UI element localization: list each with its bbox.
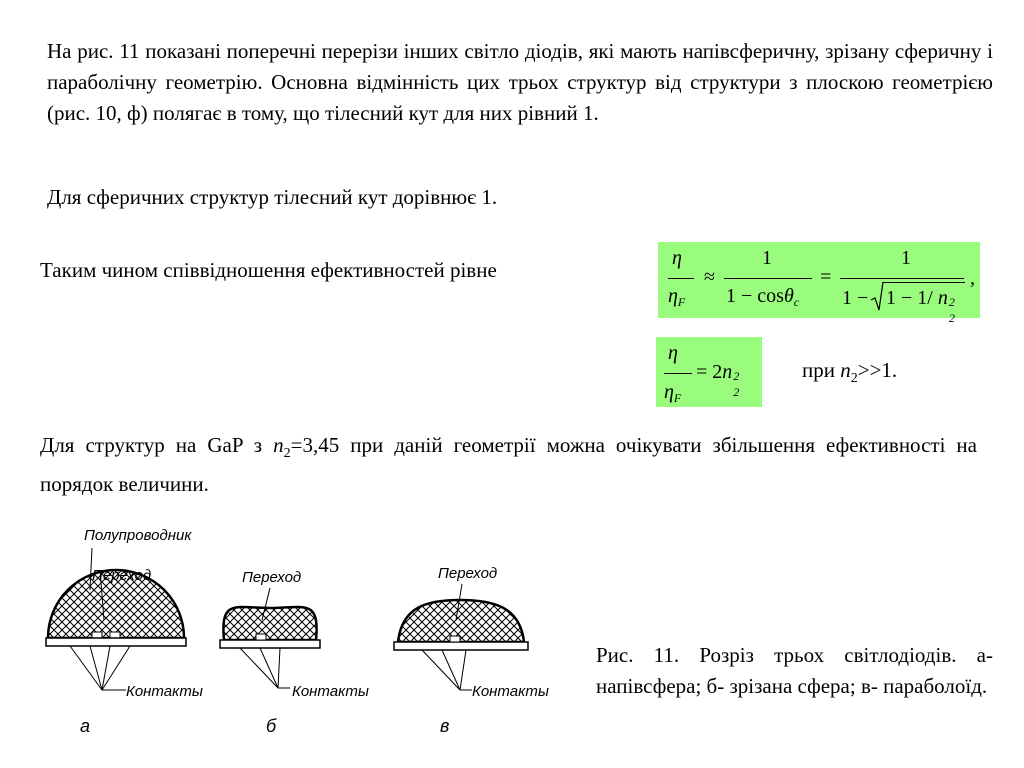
ratio-paragraph: Таким чином співвідношення ефективностей рівне xyxy=(40,258,497,282)
denominator-pre: 1 − xyxy=(842,287,869,309)
letter-b: б xyxy=(266,716,277,736)
formula-eta-f: $\eta_F$ xyxy=(664,381,682,405)
condition-text: при $n_2>>1$. xyxy=(802,358,898,387)
denominator-root: 1 − 1/ n 2 2 xyxy=(886,287,955,325)
label-junction-a: Переход xyxy=(92,567,152,584)
gap-paragraph: Для структур на GaP з $n_2=3,45$ при даній геометрії можна очікувати збільшення ефективності на порядок величини. xyxy=(40,433,977,497)
formula-eta-f: $\eta_F$ xyxy=(668,285,686,309)
diagram-hemisphere xyxy=(46,527,203,736)
fraction-bar xyxy=(664,373,692,374)
fraction-bar xyxy=(840,278,964,279)
label-contacts-b: Контакты xyxy=(292,683,369,700)
letter-c: в xyxy=(440,716,450,736)
spherical-paragraph: Для сферичних структур тілесний кут дорівнює 1. xyxy=(47,185,498,209)
diagram-paraboloid xyxy=(394,565,549,736)
label-contacts-c: Контакты xyxy=(472,683,549,700)
approx-sign: ≈ xyxy=(704,266,715,288)
diagram-truncated-sphere xyxy=(220,569,369,736)
comma: , xyxy=(970,267,975,289)
sqrt-bar xyxy=(883,282,965,283)
formula-eta: η xyxy=(668,342,678,364)
sqrt-sign-icon xyxy=(870,280,884,312)
formula-large-n xyxy=(656,337,762,407)
fraction-bar xyxy=(724,278,812,279)
numerator-one-b: 1 xyxy=(901,247,911,269)
truncated-sphere-body xyxy=(223,607,316,640)
led-cross-section-figure xyxy=(30,510,590,760)
label-junction-c: Переход xyxy=(438,565,498,582)
numerator-one: 1 xyxy=(762,247,772,269)
label-semiconductor: Полупроводник xyxy=(84,527,192,544)
formula-efficiency-ratio xyxy=(658,242,980,325)
intro-paragraph: На рис. 11 показані поперечні перерізи інших світло діодів, які мають напівсферичну, зрізану сферичну і параболічну геометрію. Основна відмінність цих трьох структур від структури з плоскою геометрією (рис. 10, ф) полягає в тому, що тілесний кут для них рівний 1. xyxy=(47,39,993,125)
fraction-bar xyxy=(668,278,694,279)
label-contacts-a: Контакты xyxy=(126,683,203,700)
denominator-cos: 1 − cosθ$_c$ xyxy=(726,285,800,309)
equals-sign: = xyxy=(820,266,832,288)
figure-caption: Рис. 11. Розріз трьох світлодіодів. а- напівсфера; б- зрізана сфера; в- параболоїд. xyxy=(596,643,993,698)
label-junction-b: Переход xyxy=(242,569,302,586)
rhs: = 2n 2 2 xyxy=(696,361,740,399)
letter-a: а xyxy=(80,716,91,736)
formula-eta: η xyxy=(672,247,682,269)
paraboloid-body xyxy=(398,600,524,642)
